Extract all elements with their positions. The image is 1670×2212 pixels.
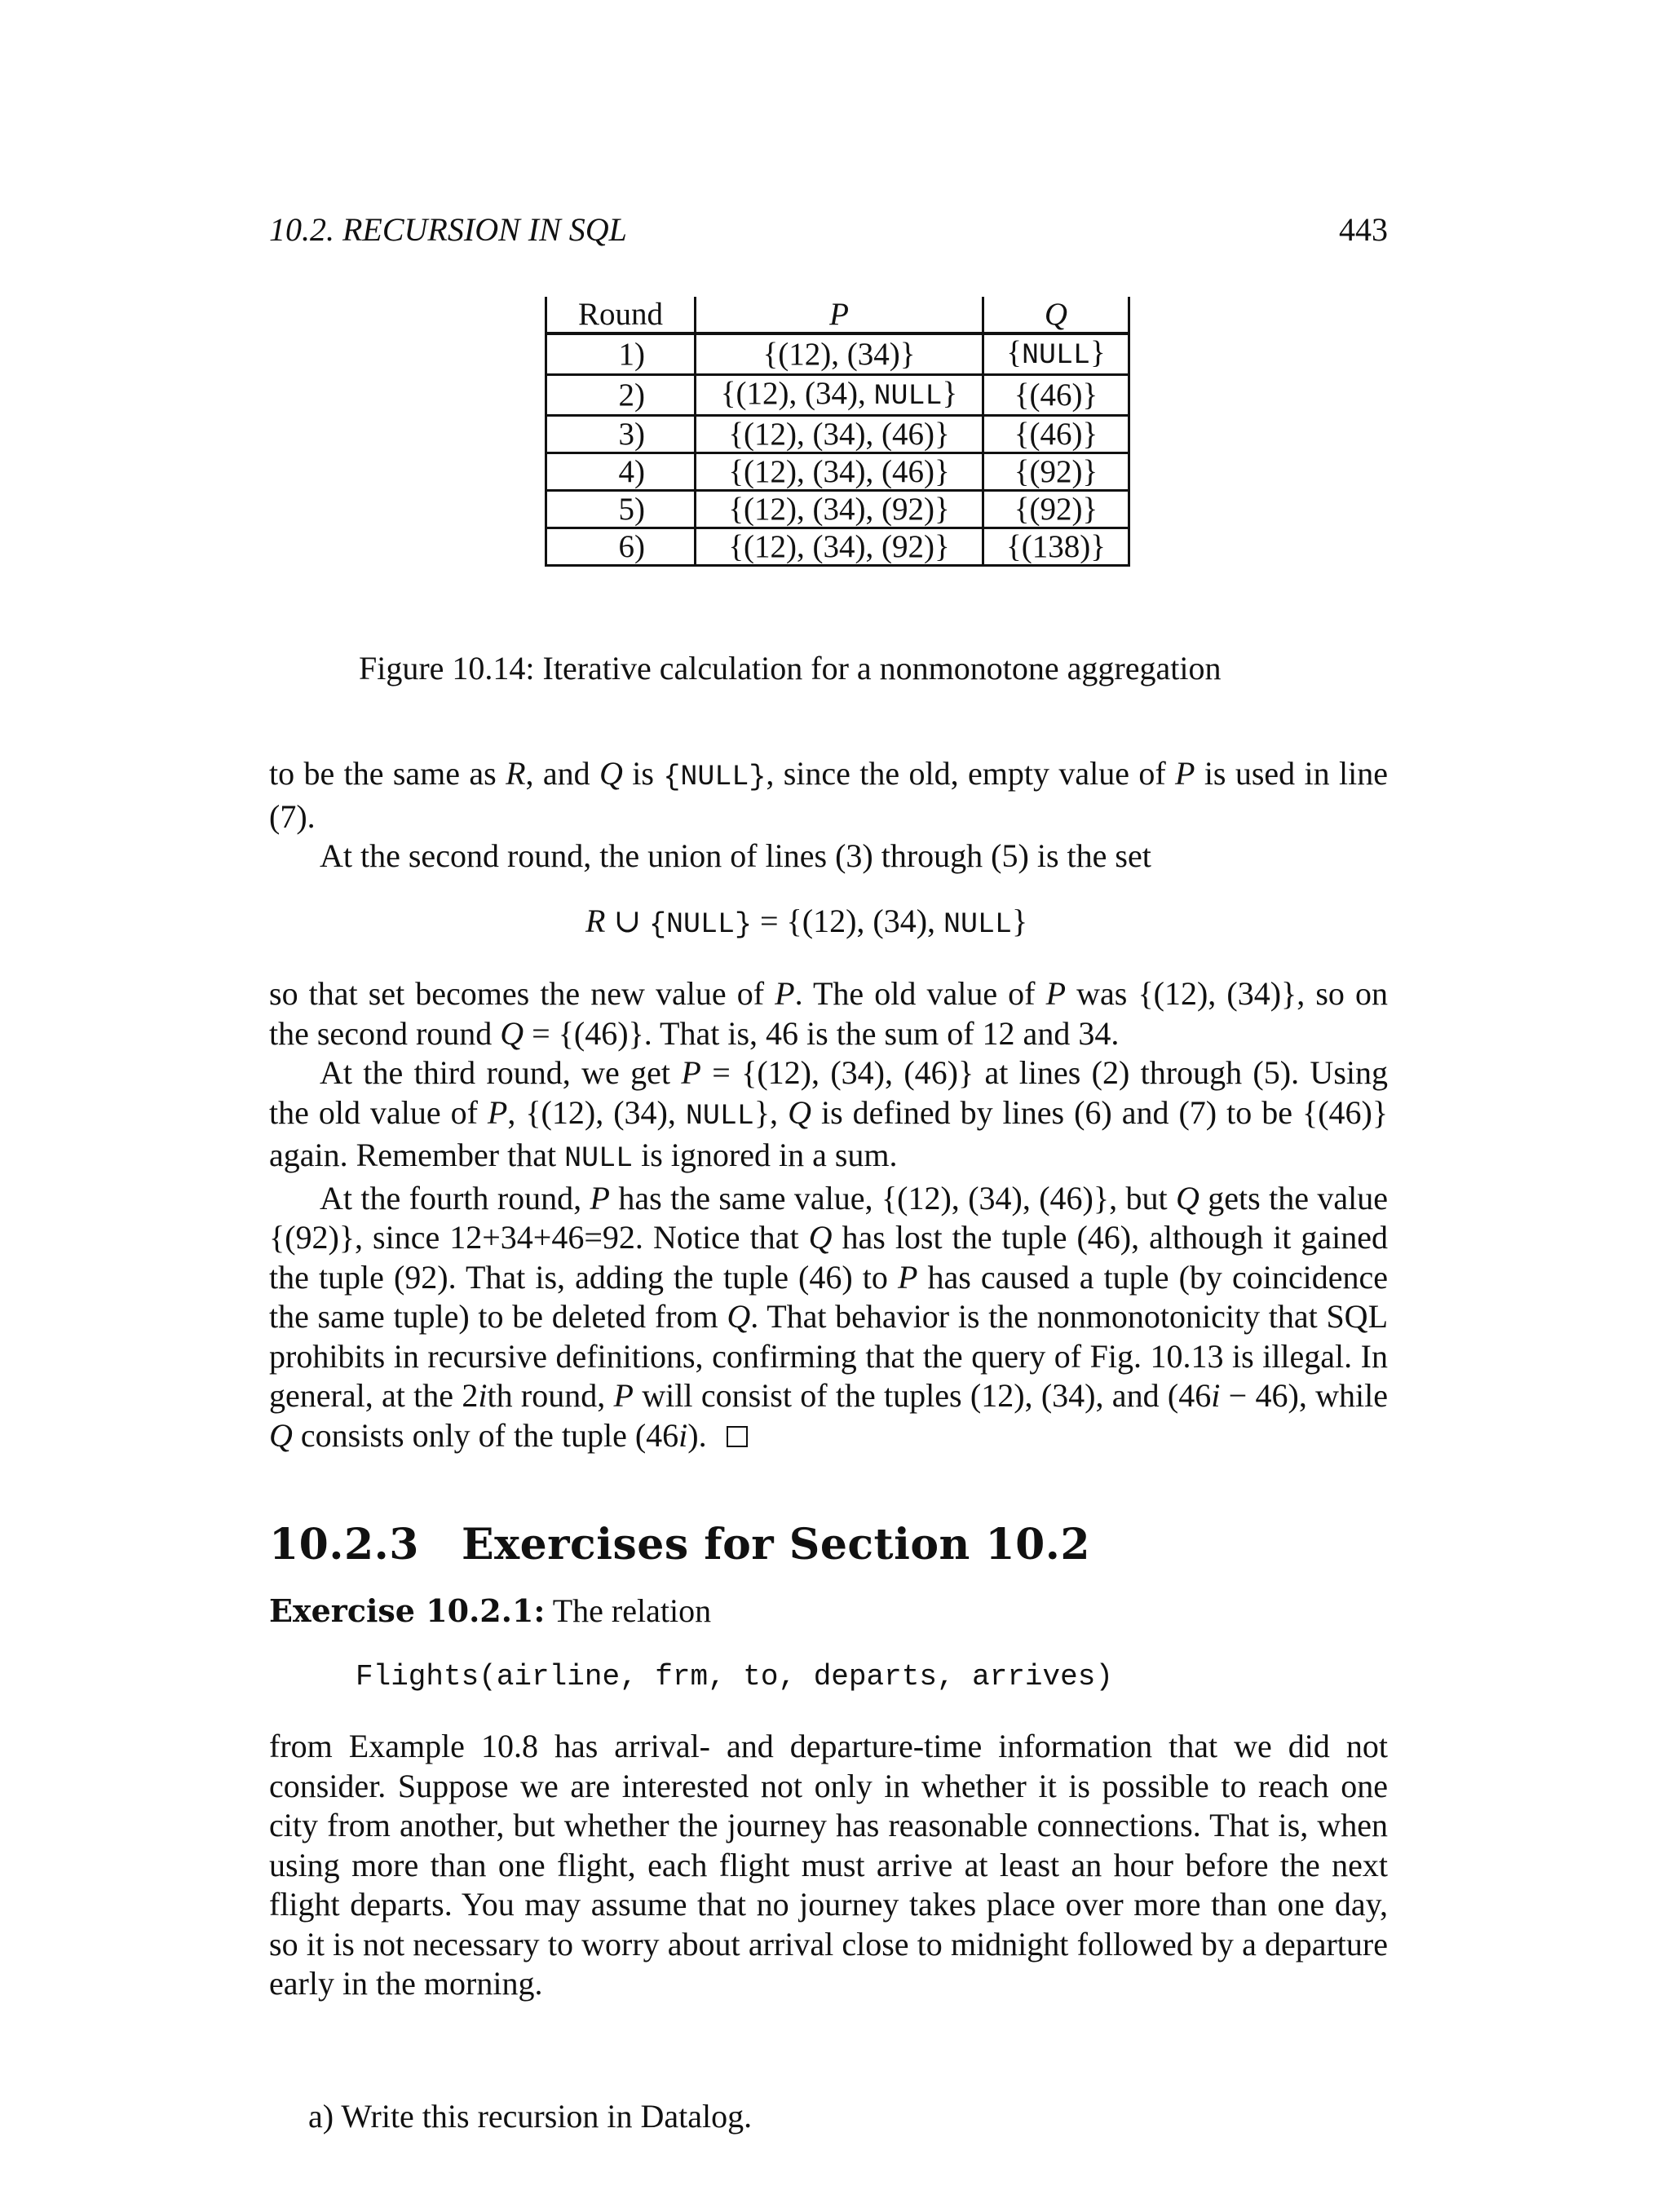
table-row: [546, 491, 1129, 528]
paragraph-5: At the fourth round, P has the same value, {(12), (34), (46)}, but Q gets the value {(92)}, since 12+34+46=92. Notice that Q has lost the tuple (46), although it gained the tuple (92). That is, adding the tuple (46) to P has caused a tuple (by coincidence the same tuple) to be deleted from Q. That behavior is the nonmonotonicity that SQL prohibits in recursive definitions, confirming that the query of Fig. 10.13 is illegal. In general, at the 2ith round, P will consist of the tuples (12), (34), and (46i − 46), while Q consists only of the tuple (46i).: [269, 1179, 1389, 1454]
col-header-q: Q: [983, 297, 1129, 333]
round-cell: 1): [546, 333, 696, 375]
col-header-p: P: [696, 297, 983, 333]
display-equation: R ∪ {NULL} = {(12), (34), NULL}: [585, 903, 1028, 941]
figure-caption: Figure 10.14: Iterative calculation for a nonmonotone aggregation: [359, 650, 1222, 687]
paragraph-1: to be the same as R, and Q is {NULL}, since the old, empty value of P is used in line (7). At the second round, the union of lines (3) through (5) is the set: [269, 754, 1388, 876]
section-heading: [269, 1520, 1090, 1570]
p-cell: {(12), (34)}: [696, 333, 983, 375]
table-row: [546, 528, 1129, 566]
exercise-intro: Exercise 10.2.1: The relation: [269, 1592, 712, 1629]
table-header-row: [546, 297, 1129, 333]
q-cell: {NULL}: [983, 333, 1129, 375]
q-cell: {(92)}: [983, 453, 1129, 491]
table-row: [546, 333, 1129, 375]
table-row: [546, 375, 1129, 416]
q-cell: {(92)}: [983, 491, 1129, 528]
page-number: 443: [1339, 211, 1388, 248]
p-cell: {(12), (34), (92)}: [696, 491, 983, 528]
q-cell: {(138)}: [983, 528, 1129, 566]
table-body: [546, 333, 1129, 566]
figure-table: [545, 297, 1130, 567]
exercise-item-a: a) Write this recursion in Datalog.: [308, 2098, 753, 2135]
p-cell: {(12), (34), (46)}: [696, 416, 983, 453]
col-header-round: Round: [546, 297, 696, 333]
p-cell: {(12), (34), (46)}: [696, 453, 983, 491]
section-title: Exercises for Section 10.2: [461, 1520, 1091, 1570]
paragraph-3: so that set becomes the new value of P. The old value of P was {(12), (34)}, so on the second round Q = {(46)}. That is, 46 is the sum of 12 and 34.: [269, 975, 1388, 1052]
running-header-section: 10.2. RECURSION IN SQL: [269, 211, 627, 248]
q-cell: {(46)}: [983, 416, 1129, 453]
exercise-label: Exercise 10.2.1:: [269, 1592, 546, 1629]
round-cell: 6): [546, 528, 696, 566]
round-cell: 2): [546, 375, 696, 416]
table-row: [546, 416, 1129, 453]
round-cell: 4): [546, 453, 696, 491]
round-cell: 5): [546, 491, 696, 528]
round-cell: 3): [546, 416, 696, 453]
paragraph-4: At the third round, we get P = {(12), (34), (46)} at lines (2) through (5). Using the old value of P, {(12), (34), NULL}, Q is defined by lines (6) and (7) to be {(46)} again. Remember that NULL is ignored in a sum.: [269, 1054, 1389, 1175]
q-cell: {(46)}: [983, 375, 1129, 416]
table-row: [546, 453, 1129, 491]
code-relation: Flights(airline, frm, to, departs, arrives): [356, 1660, 1113, 1693]
p-cell: {(12), (34), NULL}: [696, 375, 983, 416]
p-cell: {(12), (34), (92)}: [696, 528, 983, 566]
paragraph-2: At the second round, the union of lines (3) through (5) is the set: [320, 837, 1151, 874]
paragraph-6: from Example 10.8 has arrival- and departure-time information that we did not consider. Suppose we are interested not only in whether it is possible to reach one city from another, but whether the journey has reasonable connections. That is, when using more than one flight, each flight must arrive at least an hour before the next flight departs. You may assume that no journey takes place over more than one day, so it is not necessary to worry about arrival close to midnight followed by a departure early in the morning.: [269, 1728, 1388, 2002]
end-of-example-icon: [727, 1426, 748, 1447]
section-number: 10.2.3: [269, 1520, 419, 1570]
body-text: [269, 974, 1388, 1455]
